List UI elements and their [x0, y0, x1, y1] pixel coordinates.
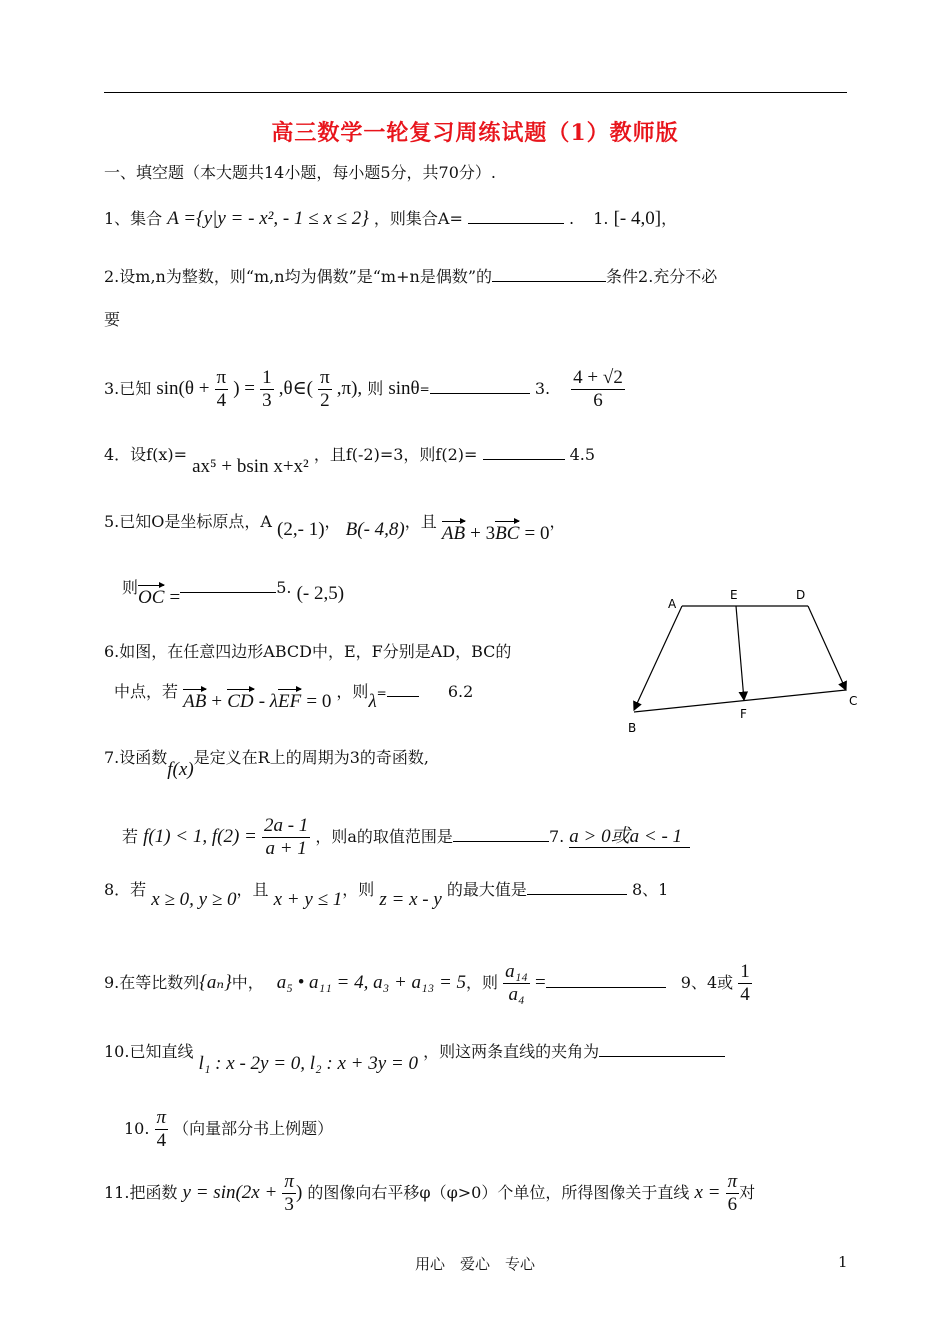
answer-blank — [492, 267, 606, 282]
answer: [- 4,0] — [613, 208, 662, 229]
answer: $\frac{4 + √2}{6}$ — [573, 367, 623, 411]
answer: 9、4或 — [680, 973, 734, 992]
question-5-cont: 则OC = 5. (- 2,5) — [122, 578, 345, 608]
page-number: 1 — [838, 1253, 848, 1271]
question-10-answer: 10. $\frac{\pi}{4}$ （向量部分书上例题） — [124, 1107, 334, 1151]
answer: 8、1 — [631, 880, 669, 899]
quadrilateral-figure — [620, 590, 860, 740]
question-9: 9.在等比数列{aₙ}中， a₅ • a₁₁ = 4, a₃ + a₁₃ = 5，则 $\frac{\text{a₁₄}}{\text{a₄}}$ = 9、4或 $\frac{1}{4}$ — [104, 961, 750, 1005]
label-D: D — [796, 590, 806, 602]
answer: 4.5 — [569, 445, 596, 464]
question-5: 5.已知O是坐标原点，A (2,- 1)， B(- 4,8)，且 AB + 3BC = 0， — [104, 512, 566, 544]
answer-blank — [599, 1042, 725, 1057]
question-7-cont: 若 f(1) < 1, f(2) = $\frac{2a - 1}{a + 1}$ ，则a的取值范围是 7. a > 0或a < - 1 — [122, 812, 690, 862]
question-10: 10.已知直线 l₁ : x - 2y = 0, l₂ : x + 3y = 0 ，则这两条直线的夹角为 — [104, 1042, 725, 1062]
vector-DC — [808, 606, 846, 690]
page-title: 高三数学一轮复习周练试题（1）教师版 — [271, 120, 679, 146]
answer-blank — [483, 445, 565, 460]
page-footer: 用心 爱心 专心 — [414, 1255, 535, 1273]
question-8: 8．若 x ≥ 0, y ≥ 0，且 x + y ≤ 1，则 z = x - y 的最大值是 8、1 — [104, 880, 669, 910]
vector-EF — [736, 606, 744, 700]
question-2-cont: 要 — [104, 310, 121, 329]
label-A: A — [668, 597, 677, 611]
answer: 6.2 — [447, 682, 474, 701]
question-2: 2.设m,n为整数，则“m,n均为偶数”是“m+n是偶数”的 条件2.充分不必 — [104, 267, 718, 286]
answer-blank — [468, 209, 564, 224]
answer: (- 2,5) — [296, 583, 345, 604]
header-rule — [104, 92, 847, 93]
answer-blank — [387, 682, 419, 697]
answer-blank — [527, 880, 627, 895]
question-6: 6.如图，在任意四边形ABCD中，E，F分别是AD，BC的 — [104, 642, 512, 661]
question-3: 3.已知 sin(θ + $\frac{\pi}{4}$ ) = $\frac{1}{3}$ ,θ∈( $\frac{\pi}{2}$ ,π), 则 sinθ= 3. $\frac{4 + √2}{6}$ — [104, 367, 623, 411]
question-4: 4．设f(x)= ax⁵ + bsin x+x² ，且f(-2)=3，则f(2)= 4.5 — [104, 445, 596, 477]
question-1: 1、集合 A ={y|y = - x², - 1 ≤ x ≤ 2} ，则集合A= . 1. [- 4,0]， — [104, 208, 678, 229]
question-7: 7.设函数f(x)是定义在R上的周期为3的奇函数, — [104, 748, 429, 780]
answer-blank — [453, 827, 549, 842]
answer: 2.充分不必 — [638, 267, 718, 286]
question-11: 11.把函数 y = sin(2x + $\frac{\pi}{3}$ ) 的图像向右平移φ（φ>0）个单位，所得图像关于直线 x = $\frac{\pi}{6}$ 对 — [104, 1171, 756, 1215]
label-E: E — [730, 590, 738, 602]
question-6-cont: 中点，若 AB + CD - λEF = 0 ，则λ= 6.2 — [114, 682, 474, 712]
answer-blank — [546, 973, 666, 988]
answer: a > 0或a < - 1 — [569, 826, 690, 848]
label-F: F — [740, 707, 747, 721]
label-B: B — [628, 721, 637, 735]
vector-AB — [634, 606, 682, 710]
answer-blank — [430, 379, 530, 394]
label-C: C — [849, 694, 858, 708]
section-header: 一、填空题（本大题共14小题，每小题5分，共70分）. — [104, 163, 496, 182]
answer-blank — [180, 578, 276, 593]
